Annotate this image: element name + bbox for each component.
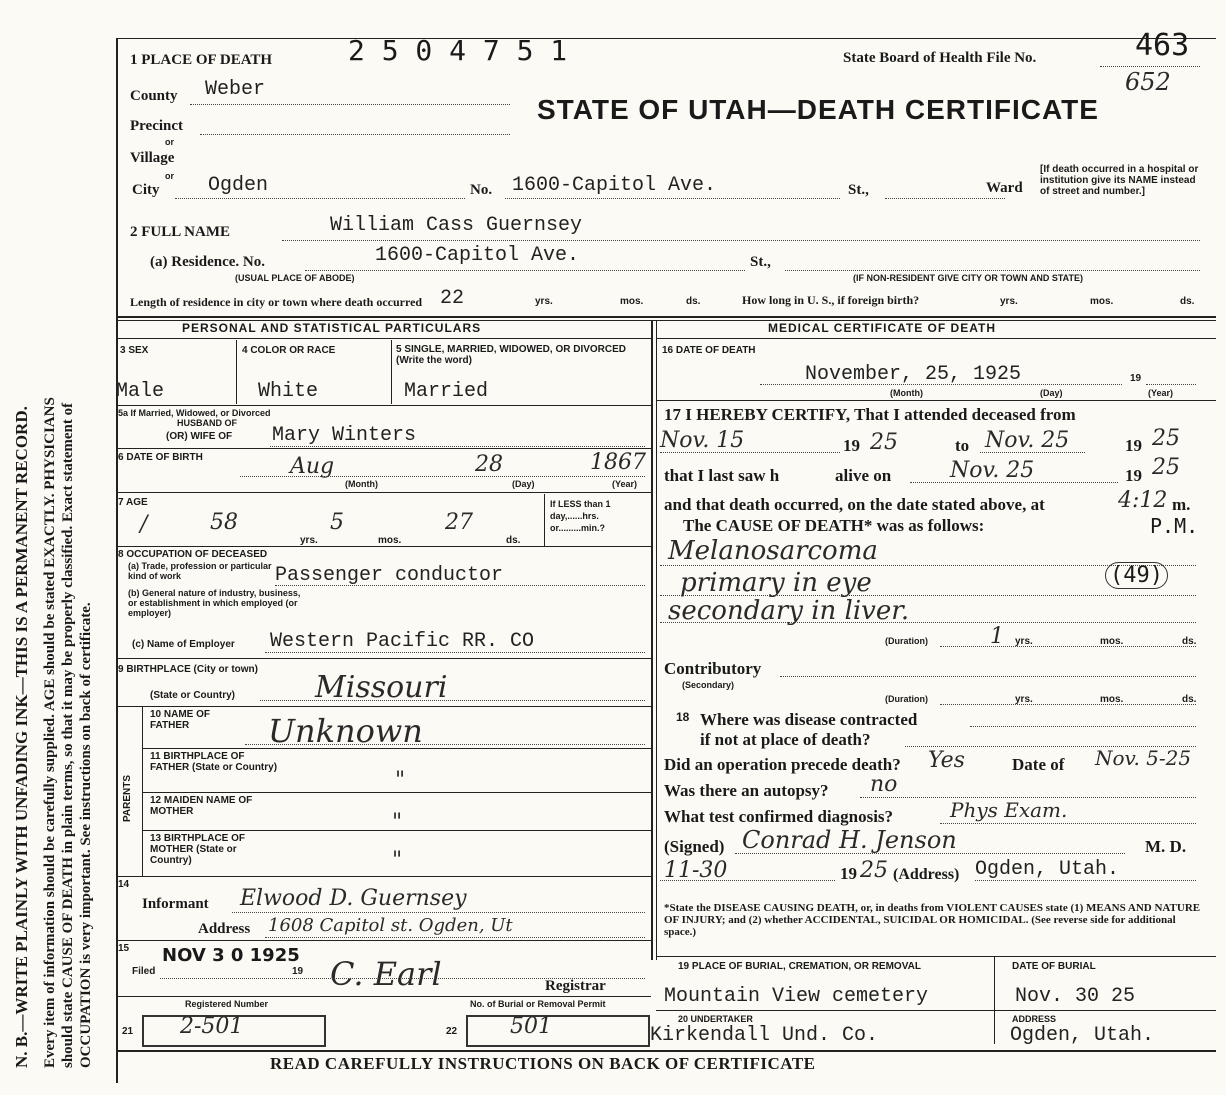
sign-19: 19 xyxy=(840,864,857,883)
attended-to: Nov. 25 xyxy=(985,428,1070,453)
length-residence-label: Length of residence in city or town where death occurred xyxy=(130,295,423,309)
item-21-number: 21 xyxy=(122,1026,134,1037)
spouse-label-b: HUSBAND OF xyxy=(177,418,237,428)
spouse-value: Mary Winters xyxy=(272,424,417,447)
attended-year-1: 25 xyxy=(870,430,898,455)
personal-heading: PERSONAL AND STATISTICAL PARTICULARS xyxy=(182,321,482,335)
physician-signature: Conrad H. Jenson xyxy=(742,826,957,854)
burial-permit-label: No. of Burial or Removal Permit xyxy=(470,999,606,1009)
burial-place-label: 19 PLACE OF BURIAL, CREMATION, OR REMOVAL xyxy=(678,961,921,972)
month-label: (Month) xyxy=(345,479,378,489)
age-ds-label: ds. xyxy=(506,535,521,546)
filed-stamp: NOV 3 0 1925 xyxy=(162,945,300,966)
medical-heading: MEDICAL CERTIFICATE OF DEATH xyxy=(768,321,996,335)
attended-19-2: 19 xyxy=(1125,436,1142,455)
duration-label: (Duration) xyxy=(885,636,928,646)
non-resident-note: (IF NON-RESIDENT GIVE CITY OR TOWN AND STATE) xyxy=(853,273,1084,283)
mos-label: mos. xyxy=(620,296,644,307)
burial-date-label: DATE OF BURIAL xyxy=(1012,961,1096,972)
sex-value: Male xyxy=(116,380,165,403)
father-birthplace-label: 11 BIRTHPLACE OF FATHER (State or Country) xyxy=(150,751,278,773)
or-label: or xyxy=(165,137,174,147)
cause-label: The CAUSE OF DEATH* was as follows: xyxy=(683,516,985,535)
spouse-label-a: 5a If Married, Widowed, or Divorced xyxy=(118,408,271,418)
city-value: Ogden xyxy=(208,174,269,197)
age-days: 27 xyxy=(445,510,473,535)
duration-mos-2: mos. xyxy=(1100,694,1124,705)
dob-year: 1867 xyxy=(590,450,646,475)
cause-footnote: *State the DISEASE CAUSING DEATH, or, in deaths from VIOLENT CAUSES state (1) MEANS AND NATURE OF INJURY; and (2) whether ACCIDENTAL, SUICIDAL OR HOMICIDAL. (See reverse side for additional space.) xyxy=(664,902,1201,938)
certificate-stamp-number: 2 5 0 4 7 5 1 xyxy=(348,34,568,67)
item-22-number: 22 xyxy=(446,1026,458,1037)
last-saw-label: that I last saw h xyxy=(664,466,780,485)
duration-mos: mos. xyxy=(1100,636,1124,647)
where-contracted-label: Where was disease contracted xyxy=(700,710,918,729)
yrs-label: yrs. xyxy=(535,296,553,307)
address-no-label: No. xyxy=(470,182,493,198)
physician-address-value: Ogden, Utah. xyxy=(975,858,1120,881)
death-time-m: m. xyxy=(1172,495,1191,514)
side-instruction-4: OCCUPATION is very important. See instructions on back of certificate. xyxy=(78,602,94,1068)
residence-st-label: St., xyxy=(750,254,771,270)
side-instruction-2: Every item of information should be carefully supplied. AGE should be stated EXACTLY. PHYSICIANS xyxy=(42,397,58,1068)
us-residence-label: How long in U. S., if foreign birth? xyxy=(742,293,920,307)
informant-label: Informant xyxy=(142,896,209,912)
residence-label: (a) Residence. No. xyxy=(150,254,265,270)
county-value: Weber xyxy=(205,78,266,101)
last-saw-year: 25 xyxy=(1152,455,1180,480)
attended-to-label: to xyxy=(955,436,970,455)
father-name-label: 10 NAME OF FATHER xyxy=(150,709,211,731)
age-years: 58 xyxy=(210,510,238,535)
yrs-label-2: yrs. xyxy=(1000,296,1018,307)
death-19-label: 19 xyxy=(1130,373,1142,384)
alive-on-label: alive on xyxy=(835,466,892,485)
less-than-day-label: If LESS than 1 day,......hrs. or.........min.? xyxy=(550,499,611,533)
father-name-value: Unknown xyxy=(268,712,423,750)
birthplace-state-label: (State or Country) xyxy=(150,690,235,701)
mos-label-2: mos. xyxy=(1090,296,1114,307)
mother-birthplace-value: " xyxy=(392,848,403,873)
age-months: 5 xyxy=(330,510,344,535)
dob-label: 6 DATE OF BIRTH xyxy=(118,452,203,463)
last-saw-date: Nov. 25 xyxy=(950,458,1035,483)
duration-yrs: yrs. xyxy=(1015,636,1033,647)
file-number: 463 xyxy=(1135,28,1190,63)
test-label: What test confirmed diagnosis? xyxy=(664,807,894,826)
item-18-number: 18 xyxy=(676,710,690,724)
operation-label: Did an operation precede death? xyxy=(664,755,901,774)
duration-value: 1 xyxy=(990,624,1004,649)
employer-value: Western Pacific RR. CO xyxy=(270,630,535,653)
ds-label-2: ds. xyxy=(1180,296,1195,307)
death-time: 4:12 xyxy=(1118,488,1168,513)
address-no-value: 1600-Capitol Ave. xyxy=(512,174,717,197)
parents-label: PARENTS xyxy=(122,774,133,822)
full-name-value: William Cass Guernsey xyxy=(330,214,583,237)
file-number-label: State Board of Health File No. xyxy=(843,50,1037,66)
informant-value: Elwood D. Guernsey xyxy=(240,886,467,911)
county-label: County xyxy=(130,88,178,104)
marital-label: 5 SINGLE, MARRIED, WIDOWED, OR DIVORCED (Write the word) xyxy=(396,344,627,366)
death-occurred-label: and that death occurred, on the date stated above, at xyxy=(664,495,1045,514)
dob-month: Aug xyxy=(290,454,335,479)
duration-label-2: (Duration) xyxy=(885,694,928,704)
color-label: 4 COLOR OR RACE xyxy=(242,345,336,356)
burial-permit-value: 501 xyxy=(510,1014,552,1039)
registered-number-value: 2-501 xyxy=(180,1014,244,1039)
residence-value: 1600-Capitol Ave. xyxy=(375,244,580,267)
side-instruction-3: should state CAUSE OF DEATH in plain terms, so that it may be properly classified. Exact statement of xyxy=(60,402,76,1068)
certify-text: 17 I HEREBY CERTIFY, That I attended deceased from xyxy=(664,405,1076,424)
spouse-label-c: (OR) WIFE OF xyxy=(166,431,233,442)
duration-ds: ds. xyxy=(1182,636,1197,647)
operation-date-label: Date of xyxy=(1012,755,1065,774)
age-label: 7 AGE xyxy=(118,497,148,508)
cause-code: (49) xyxy=(1105,562,1168,589)
death-year-label: (Year) xyxy=(1148,388,1174,398)
street-label: St., xyxy=(848,182,869,198)
birthplace-label: 9 BIRTHPLACE (City or town) xyxy=(118,664,258,675)
dob-day: 28 xyxy=(475,452,503,477)
footer-instructions: READ CAREFULLY INSTRUCTIONS ON BACK OF CERTIFICATE xyxy=(270,1054,816,1073)
ds-label: ds. xyxy=(686,296,701,307)
full-name-label: 2 FULL NAME xyxy=(130,224,231,240)
attended-19-1: 19 xyxy=(843,436,860,455)
cause-line-3: secondary in liver. xyxy=(668,596,910,626)
md-label: M. D. xyxy=(1145,837,1187,856)
autopsy-value: no xyxy=(870,772,898,797)
birthplace-value: Missouri xyxy=(315,670,448,705)
usual-abode-note: (USUAL PLACE OF ABODE) xyxy=(235,273,355,283)
marital-value: Married xyxy=(404,380,489,403)
burial-place-value: Mountain View cemetery xyxy=(664,985,929,1008)
occupation-a-label: (a) Trade, profession or particular kind of work xyxy=(128,561,272,581)
year-label: (Year) xyxy=(612,479,638,489)
side-instruction-1: N. B.—WRITE PLAINLY WITH UNFADING INK—THIS IS A PERMANENT RECORD. xyxy=(12,406,31,1068)
undertaker-label: 20 UNDERTAKER xyxy=(678,1014,753,1024)
hospital-note: [If death occurred in a hospital or institution give its NAME instead of street and number.] xyxy=(1040,164,1199,197)
precinct-label: Precinct xyxy=(130,118,184,134)
informant-address-label: Address xyxy=(198,921,251,937)
pm-label: P.M. xyxy=(1150,514,1199,538)
duration-yrs-2: yrs. xyxy=(1015,694,1033,705)
last-saw-19: 19 xyxy=(1125,466,1142,485)
cause-line-1: Melanosarcoma xyxy=(668,536,878,566)
mother-name-value: " xyxy=(392,810,403,835)
mother-birthplace-label: 13 BIRTHPLACE OF MOTHER (State or Country) xyxy=(150,833,246,866)
contributory-label: Contributory xyxy=(664,659,762,678)
registrar-label: Registrar xyxy=(545,978,606,994)
filed-19-label: 19 xyxy=(292,966,304,977)
where-contracted-label-2: if not at place of death? xyxy=(700,730,871,749)
registrar-signature: C. Earl xyxy=(330,955,442,993)
attended-from: Nov. 15 xyxy=(660,428,745,453)
city-label: City xyxy=(132,182,160,198)
death-day-label: (Day) xyxy=(1040,388,1063,398)
village-label: Village xyxy=(130,150,175,166)
file-number-handwritten: 652 xyxy=(1125,68,1171,96)
registered-number-label: Registered Number xyxy=(185,999,269,1009)
burial-date-value: Nov. 30 25 xyxy=(1015,985,1136,1008)
certificate-title: STATE OF UTAH—DEATH CERTIFICATE xyxy=(537,94,1099,125)
length-residence-years: 22 xyxy=(440,287,465,310)
filed-label: Filed xyxy=(132,966,156,977)
death-month-label: (Month) xyxy=(890,388,923,398)
item-15-number: 15 xyxy=(118,943,130,954)
color-value: White xyxy=(258,380,319,403)
employer-label: (c) Name of Employer xyxy=(132,639,235,650)
signed-label: (Signed) xyxy=(664,837,725,856)
duration-ds-2: ds. xyxy=(1182,694,1197,705)
attended-year-2: 25 xyxy=(1152,426,1180,451)
place-of-death-label: 1 PLACE OF DEATH xyxy=(130,52,273,68)
or-label-2: or xyxy=(165,171,174,181)
autopsy-label: Was there an autopsy? xyxy=(664,781,829,800)
cause-line-2: primary in eye xyxy=(680,568,872,598)
age-yrs-label: yrs. xyxy=(300,535,318,546)
item-14-number: 14 xyxy=(118,879,130,890)
father-birthplace-value: " xyxy=(395,768,406,793)
day-label: (Day) xyxy=(512,479,535,489)
age-prefix: / xyxy=(140,512,148,537)
operation-value: Yes xyxy=(928,748,965,773)
occupation-label: 8 OCCUPATION OF DECEASED xyxy=(118,549,268,560)
secondary-label: (Secondary) xyxy=(682,680,735,690)
mother-name-label: 12 MAIDEN NAME OF MOTHER xyxy=(150,795,253,817)
physician-address-label: (Address) xyxy=(893,866,960,883)
operation-date-value: Nov. 5-25 xyxy=(1095,746,1192,770)
sign-year: 25 xyxy=(860,858,888,883)
undertaker-address-label: ADDRESS xyxy=(1012,1014,1057,1024)
sex-label: 3 SEX xyxy=(120,345,149,356)
date-of-death-label: 16 DATE OF DEATH xyxy=(662,345,756,356)
sign-date: 11-30 xyxy=(664,858,728,883)
occupation-b-label: (b) General nature of industry, business, or establishment in which employed (or employer) xyxy=(128,588,301,618)
date-of-death-value: November, 25, 1925 xyxy=(805,363,1022,386)
undertaker-address-value: Ogden, Utah. xyxy=(1010,1024,1155,1047)
undertaker-value: Kirkendall Und. Co. xyxy=(650,1024,879,1047)
occupation-value: Passenger conductor xyxy=(275,564,504,587)
ward-label: Ward xyxy=(986,180,1023,196)
age-mos-label: mos. xyxy=(378,535,402,546)
informant-address-value: 1608 Capitol st. Ogden, Ut xyxy=(268,915,513,936)
test-value: Phys Exam. xyxy=(950,798,1068,822)
